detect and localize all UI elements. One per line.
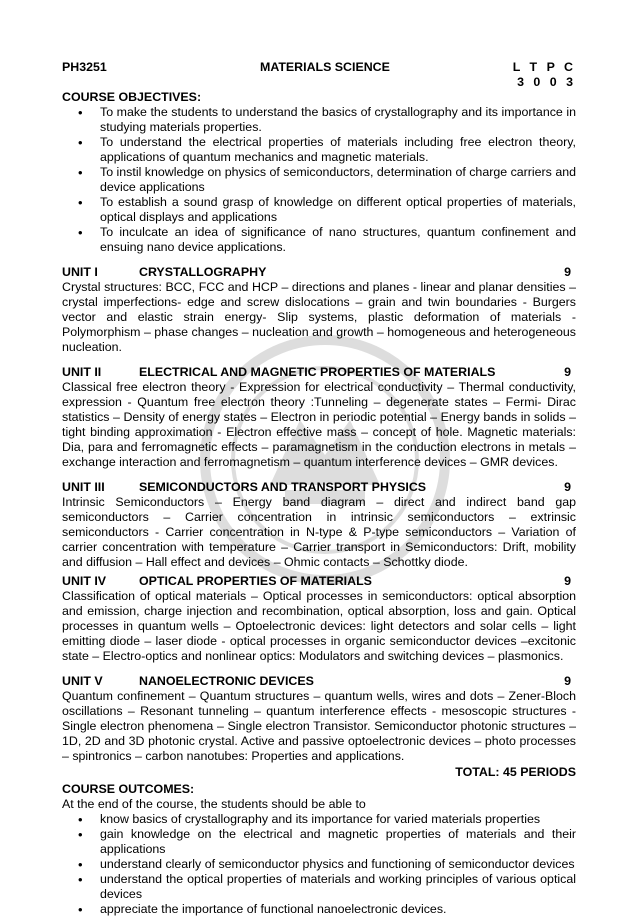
unit-title: SEMICONDUCTORS AND TRANSPORT PHYSICS bbox=[139, 480, 427, 494]
outcome-item: • appreciate the importance of functional nanoelectronic devices. bbox=[62, 902, 576, 917]
unit-header bbox=[62, 265, 576, 280]
outcome-item: • know basics of crystallography and its importance for varied materials properties bbox=[62, 812, 576, 827]
total-periods: TOTAL: 45 PERIODS bbox=[455, 765, 576, 779]
outcome-item: • gain knowledge on the electrical and magnetic properties of materials and their applications bbox=[62, 827, 576, 857]
objective-item: • To establish a sound grasp of knowledge on different optical properties of materials, optical displays and applications bbox=[62, 195, 576, 225]
ltpc-block bbox=[513, 60, 576, 90]
outcome-item: • understand clearly of semiconductor physics and functioning of semiconductor devices bbox=[62, 857, 576, 872]
unit-title: CRYSTALLOGRAPHY bbox=[139, 265, 267, 279]
outcome-item: • understand the optical properties of materials and working principles of various optical devices bbox=[62, 872, 576, 902]
unit-hours: 9 bbox=[564, 265, 571, 279]
unit-content: Quantum confinement – Quantum structures – quantum wells, wires and dots – Zener-Bloch oscillations – Resonant tunneling – quantum interference effects - mesoscopic structures - Single electron phenomena – Single electron Transistor. Semiconductor photonic structures – 1D, 2D and 3D photonic crystal. Active and passive optoelectronic devices – photo processes – spintronics – carbon nanotubes: Properties and applications. bbox=[62, 689, 576, 763]
unit-hours: 9 bbox=[564, 480, 571, 494]
unit-title: OPTICAL PROPERTIES OF MATERIALS bbox=[139, 574, 372, 588]
unit-header bbox=[62, 480, 576, 495]
unit-number: UNIT II bbox=[62, 365, 102, 379]
unit-title: NANOELECTRONIC DEVICES bbox=[139, 674, 314, 688]
unit-content: Classification of optical materials – Optical processes in semiconductors: optical absorption and emission, charge injection and recombination, optical absorption, loss and gain. Optical processes in quantum wells – Optoelectronic devices: light detectors and solar cells – light emitting diode – laser diode - optical processes in organic semiconductor devices –excitonic state – Electro-optics and nonlinear optics: Modulators and switching devices – plasmonics. bbox=[62, 589, 576, 663]
objectives-list bbox=[62, 105, 576, 255]
outcomes-list bbox=[62, 812, 576, 917]
unit-hours: 9 bbox=[564, 574, 571, 588]
unit-content: Classical free electron theory - Expression for electrical conductivity – Thermal conductivity, expression - Quantum free electron theory :Tunneling – degenerate states – Fermi- Dirac statistics – Density of energy states – Electron in periodic potential – Energy bands in solids – tight binding approximation - Electron effective mass – concept of hole. Magnetic materials: Dia, para and ferromagnetic effects – paramagnetism in the conduction electrons in metals – exchange interaction and ferromagnetism – quantum interference devices – GMR devices. bbox=[62, 380, 576, 469]
objective-item: • To instil knowledge on physics of semiconductors, determination of charge carriers and device applications bbox=[62, 165, 576, 195]
unit-3 bbox=[62, 480, 576, 570]
objective-item: • To inculcate an idea of significance of nano structures, quantum confinement and ensuing nano device applications. bbox=[62, 225, 576, 255]
outcomes-intro: At the end of the course, the students should be able to bbox=[62, 797, 366, 811]
unit-5 bbox=[62, 674, 576, 764]
objective-item: • To understand the electrical properties of materials including free electron theory, applications of quantum mechanics and magnetic materials. bbox=[62, 135, 576, 165]
unit-content: Crystal structures: BCC, FCC and HCP – directions and planes - linear and planar densities – crystal imperfections- edge and screw dislocations – grain and twin boundaries - Burgers vector and elastic strain energy- Slip systems, plastic deformation of materials - Polymorphism – phase changes – nucleation and growth – homogeneous and heterogeneous nucleation. bbox=[62, 280, 576, 354]
course-header bbox=[62, 60, 576, 90]
ltpc-labels: L T P C bbox=[512, 60, 576, 74]
unit-2 bbox=[62, 365, 576, 470]
unit-title: ELECTRICAL AND MAGNETIC PROPERTIES OF MATERIALS bbox=[139, 365, 496, 379]
unit-1 bbox=[62, 265, 576, 355]
unit-header bbox=[62, 674, 576, 689]
unit-content: Intrinsic Semiconductors – Energy band diagram – direct and indirect band gap semiconductors – Carrier concentration in intrinsic semiconductors – extrinsic semiconductors - Carrier concentration in N-type & P-type semiconductors – Variation of carrier concentration with temperature – Carrier transport in Semiconductors: Drift, mobility and diffusion – Hall effect and devices – Ohmic contacts – Schottky diode. bbox=[62, 495, 576, 569]
unit-number: UNIT V bbox=[62, 674, 103, 688]
unit-number: UNIT IV bbox=[62, 574, 107, 588]
course-code: PH3251 bbox=[62, 60, 107, 74]
unit-hours: 9 bbox=[564, 674, 571, 688]
course-title: MATERIALS SCIENCE bbox=[260, 60, 390, 74]
unit-4 bbox=[62, 574, 576, 664]
unit-header bbox=[62, 574, 576, 589]
unit-number: UNIT I bbox=[62, 265, 98, 279]
objective-item: • To make the students to understand the basics of crystallography and its importance in studying materials properties. bbox=[62, 105, 576, 135]
unit-number: UNIT III bbox=[62, 480, 105, 494]
unit-hours: 9 bbox=[564, 365, 571, 379]
syllabus-page bbox=[62, 60, 576, 917]
outcomes-title: COURSE OUTCOMES: bbox=[62, 782, 195, 796]
ltpc-values: 3 0 0 3 bbox=[517, 75, 576, 89]
objectives-title: COURSE OBJECTIVES: bbox=[62, 90, 202, 104]
unit-header bbox=[62, 365, 576, 380]
